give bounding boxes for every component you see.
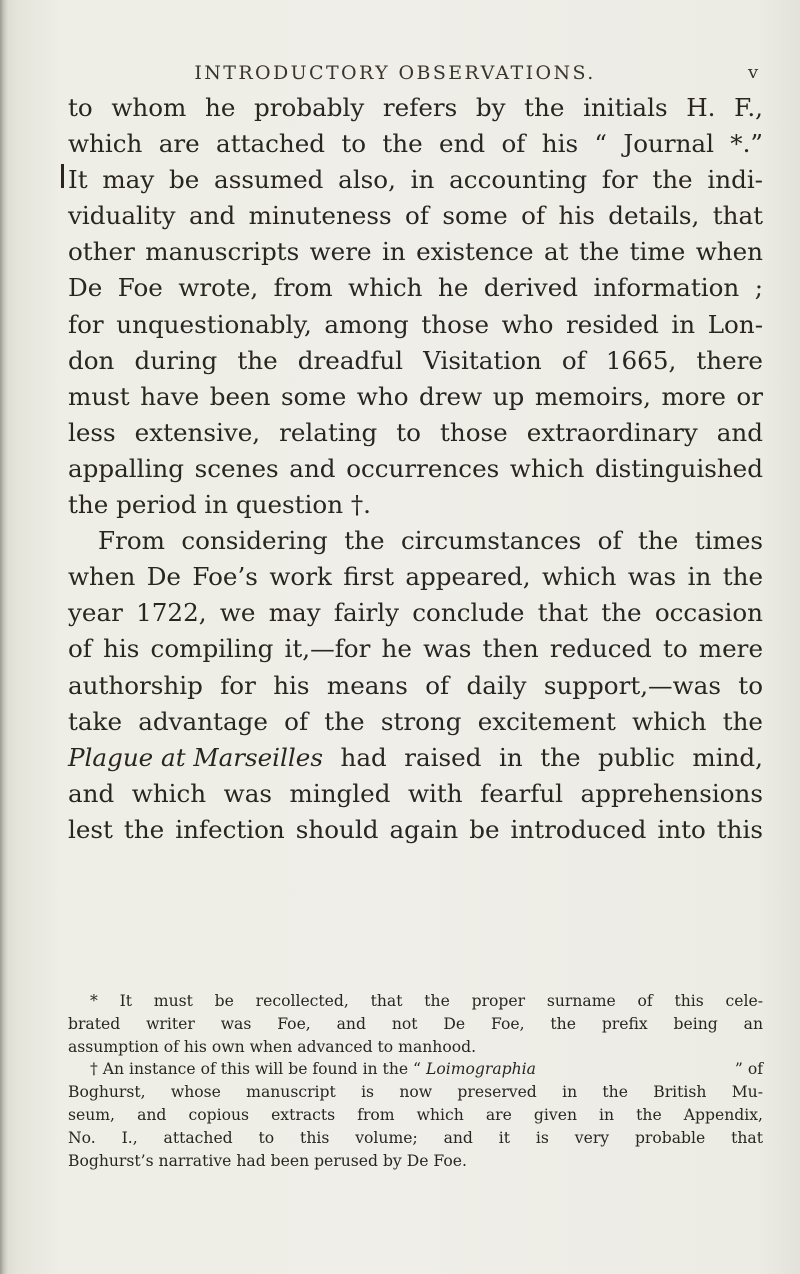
text-line: which are attached to the end of his “ Journal *.” <box>68 129 763 159</box>
text-line: year 1722, we may fairly conclude that the occasion <box>68 598 763 628</box>
main-text <box>68 90 763 848</box>
text-line: for unquestionably, among those who resided in Lon- <box>68 309 763 339</box>
footnote-line: Boghurst’s narrative had been perused by De Foe. <box>68 1151 467 1170</box>
text-line: other manuscripts were in existence at the time when <box>68 237 763 267</box>
text-line: of his compiling it,—for he was then reduced to mere <box>68 634 763 664</box>
page-gutter-shadow <box>0 0 8 1274</box>
text-line: less extensive, relating to those extraordinary and <box>68 417 763 447</box>
italic-title-plague: Plague at Marseilles <box>68 742 323 772</box>
footnote-line: seum, and copious extracts from which are given in the Appendix, <box>68 1105 763 1124</box>
text-line: authorship for his means of daily support,—was to <box>68 670 763 700</box>
text-line: when De Foe’s work first appeared, which was in the <box>68 562 763 592</box>
running-title: INTRODUCTORY OBSERVATIONS. <box>194 62 596 84</box>
footnote-line: brated writer was Foe, and not De Foe, the prefix being an <box>68 1014 763 1033</box>
text-line: must have been some who drew up memoirs, more or <box>68 381 763 411</box>
text-line: and which was mingled with fearful apprehensions <box>68 778 763 808</box>
text-line: Plague at Marseilles had raised in the public mind, <box>68 740 763 776</box>
text-line: De Foe wrote, from which he derived information ; <box>68 273 763 303</box>
footnote-line: Boghurst, whose manuscript is now preserved in the British Mu- <box>68 1083 763 1102</box>
text-line: From considering the circumstances of the times <box>98 526 763 556</box>
footnote-line: † An instance of this will be found in the “ Loimographia ” of <box>68 1058 763 1081</box>
text-line: lest the infection should again be introduced into this <box>68 814 763 844</box>
text-line: It may be assumed also, in accounting for the indi- <box>68 165 763 195</box>
text-line: viduality and minuteness of some of his details, that <box>68 201 763 231</box>
page-number: v <box>748 62 759 83</box>
footnote-line: * It must be recollected, that the proper surname of this cele- <box>90 992 763 1010</box>
margin-mark <box>61 164 64 188</box>
footnotes <box>68 990 763 1172</box>
text-line: the period in question †. <box>68 490 371 520</box>
text-line: don during the dreadful Visitation of 1665, there <box>68 345 763 375</box>
text-line: to whom he probably refers by the initials H. F., <box>68 93 763 122</box>
page-header <box>0 58 800 88</box>
text-line: appalling scenes and occurrences which distinguished <box>68 453 763 483</box>
italic-title-loimographia: Loimographia <box>425 1060 536 1079</box>
text-line: take advantage of the strong excitement which the <box>68 706 763 736</box>
footnote-line: assumption of his own when advanced to manhood. <box>68 1037 477 1056</box>
footnote-line: No. I., attached to this volume; and it is very probable that <box>68 1128 763 1147</box>
